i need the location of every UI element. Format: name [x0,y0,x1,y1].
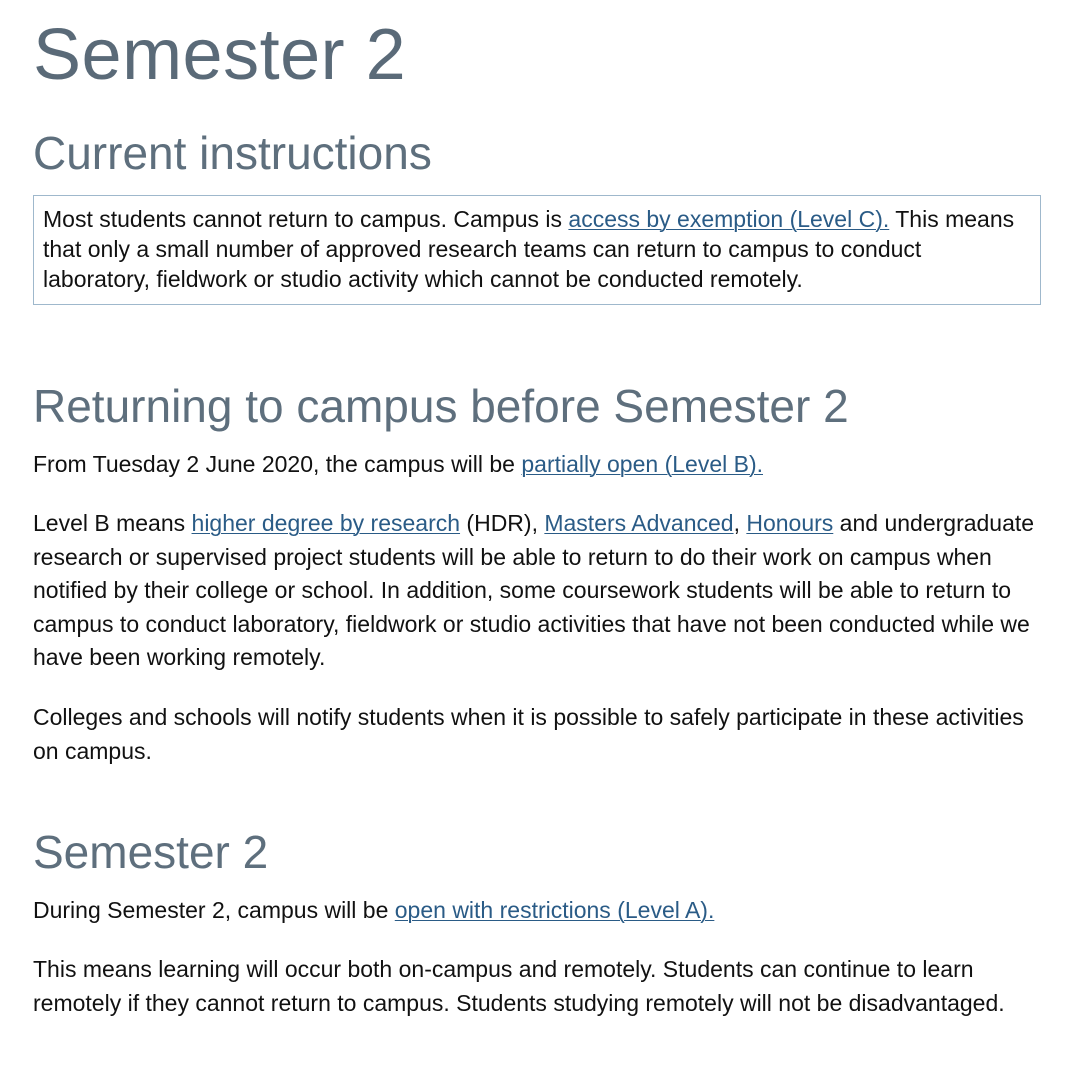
semester-2-heading: Semester 2 [33,826,269,878]
returning-date-text: From Tuesday 2 June 2020, the campus will be [33,451,522,477]
partially-open-link[interactable]: partially open (Level B). [521,451,763,477]
page-title: Semester 2 [33,15,407,95]
level-b-text-end: and undergraduate research or supervised project students will be able to return to do their work on campus when notified by their college or school. In addition, some coursework students will be able to return to campus to conduct laboratory, fieldwork or studio activities that have not been conducted while we have been working remotely. [33,510,1035,671]
notice-text-start: Most students cannot return to campus. Campus is [43,206,569,232]
semester-2-paragraph-level-a [33,894,1045,928]
current-instructions-heading: Current instructions [33,127,432,179]
masters-advanced-link[interactable]: Masters Advanced [544,510,734,536]
open-with-restrictions-link[interactable]: open with restrictions (Level A). [394,897,715,923]
returning-paragraph-date [33,448,1045,482]
level-b-text-hdr: (HDR), [460,510,545,536]
honours-link[interactable]: Honours [746,510,834,536]
level-b-text-start: Level B means [33,510,192,536]
higher-degree-by-research-link[interactable]: higher degree by research [191,510,461,536]
access-by-exemption-link[interactable]: access by exemption (Level C). [568,206,890,232]
notice-text-end: This means that only a small number of approved research teams can return to campus to conduct laboratory, fieldwork or studio activity which cannot be conducted remotely. [43,206,1015,292]
returning-to-campus-heading: Returning to campus before Semester 2 [33,380,849,432]
current-instructions-box [33,195,1041,305]
returning-paragraph-notify: Colleges and schools will notify students when it is possible to safely participate in these activities on campus. [33,704,1024,764]
level-b-text-comma: , [733,510,747,536]
semester-2-paragraph-learning: This means learning will occur both on-campus and remotely. Students can continue to learn remotely if they cannot return to campus. Students studying remotely will not be disadvantaged. [33,956,1005,1016]
semester-2-text-start: During Semester 2, campus will be [33,897,395,923]
returning-paragraph-level-b [33,507,1045,675]
